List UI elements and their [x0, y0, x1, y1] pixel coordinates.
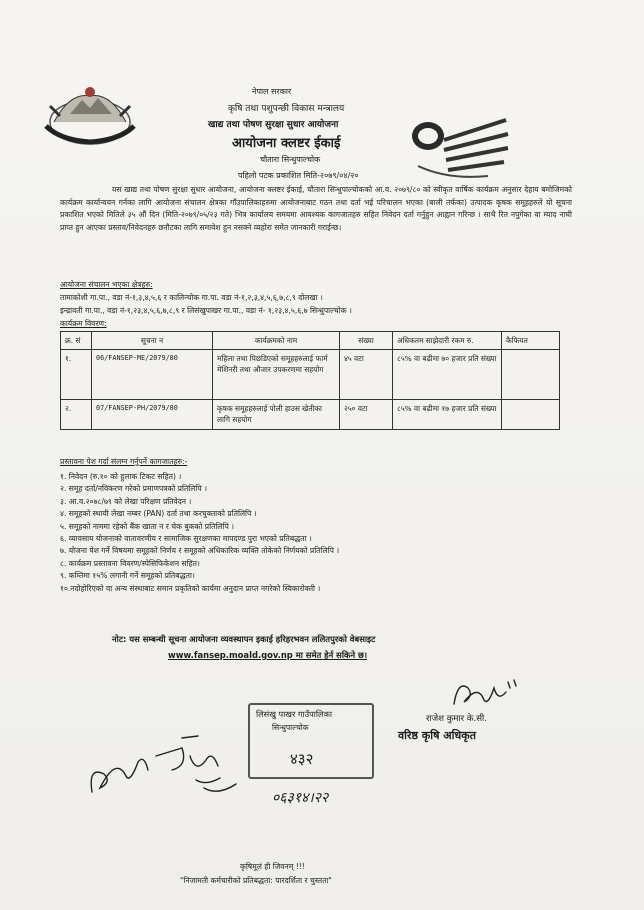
row-sn: २.: [61, 400, 92, 430]
list-item: ९. कम्तिमा १५% लगानी गर्ने समूहको प्रतिबद्धता।: [60, 571, 195, 581]
row-count: २५० वटा: [340, 400, 393, 430]
list-item: २. समूह दर्ता/नविकरण गरेको प्रमाणपत्रको प्रतिलिपि ।: [60, 484, 207, 494]
list-item: ७. योजना पेश गर्ने विषयमा समूहको निर्णय र समूहको अधिकारिक व्यक्ति तोकेको निर्णयको प्रतिलिपि ।: [60, 546, 340, 556]
project-seal-icon: [398, 110, 510, 190]
row-amount: ८५% वा बढीमा १७ हजार प्रति संख्या: [393, 400, 502, 430]
row-notice: 07/FANSEP-PH/2079/80: [92, 400, 213, 430]
stamp-line-2: सिन्धुपाल्चोक: [272, 723, 309, 732]
row-notice: 06/FANSEP-ME/2079/80: [92, 350, 213, 400]
unit-title: आयोजना क्लष्टर ईकाई: [232, 136, 341, 151]
signatory-title: वरिष्ठ कृषि अधिकृत: [398, 729, 476, 742]
project-label: खाद्य तथा पोषण सुरक्षा सुधार आयोजना: [208, 120, 339, 130]
docs-title: प्रस्तावना पेश गर्दा संलग्न गर्नुपर्ने कागजातहरु:-: [60, 457, 188, 466]
footer-motto: कृषिमूलं ही जिवनम् !!!: [240, 862, 305, 871]
docs-list: [60, 471, 339, 595]
list-item: १०.नदोहोरिएको वा अन्य संस्थाबाट समान प्रकृतिको कार्यमा अनुदान प्राप्त नगरेको स्विकारोक्ती ।: [60, 583, 321, 593]
table-header-row: [61, 332, 560, 350]
col-count: संख्या: [340, 332, 393, 350]
list-item: ८. कार्यक्रम प्रस्तावना विवरण/स्पेसिफिकेशन सहित।: [60, 558, 200, 568]
row-remark: [502, 400, 560, 430]
note-website-link[interactable]: www.fansep.moald.gov.np मा समेत हेर्न सकिने छ।: [168, 650, 368, 660]
stamp-number: ४३२: [290, 750, 314, 768]
signatory-name: राजेश कुमार के.सी.: [426, 714, 488, 724]
row-amount: ८५% वा बढीमा ७० हजार प्रति संख्या: [393, 350, 502, 400]
area-line-1: तामाकोशी गा.पा., वडा नं-१,३,४,५,६ र कालिन्चोक गा.पा. वडा नं-१,२,३,४,५,६,७,८,९ दोलखा ।: [60, 293, 323, 302]
officer-signature: [448, 674, 520, 714]
programs-title: कार्यक्रम विवरण:: [60, 319, 107, 328]
list-item: ५. समूहको नाममा रहेको बैंक खाता न र चेक बुकको प्रतिलिपि ।: [60, 521, 235, 531]
stamp-line-1: लिसंखु पाखर गाउँपालिका: [256, 709, 332, 719]
gov-label: नेपाल सरकार: [252, 87, 292, 96]
col-program: कार्यक्रमको नाम: [213, 332, 340, 350]
publish-date: पहिलो पटक प्रकाशित मिति-२०७९/०४/२०: [238, 171, 359, 180]
row-program: महिला तथा पिछडिएको समूहहरुलाई फार्म मेशिनरी तथा औजार उपकरणमा सहयोग: [213, 350, 340, 400]
col-remark: कैफियत: [502, 332, 560, 350]
list-item: ३. आ.व.२०७८/७९ को लेखा परिक्षण प्रतिवेदन ।: [60, 496, 192, 506]
receipt-stamp: [248, 703, 374, 779]
note-line-1: नोट: यस सम्बन्धी सूचना आयोजना व्यवस्थापन इकाई हरिहरभवन ललितपुरको वेबसाइट: [112, 634, 376, 644]
col-notice: सूचना न: [92, 332, 213, 350]
location-label: चौतारा सिन्धुपाल्चोक: [260, 155, 321, 164]
list-item: १. निवेदन (रु.१० को हुलाक टिकट सहित) ।: [60, 472, 182, 481]
received-signature: [86, 726, 244, 810]
col-sn: क्र. सं: [61, 332, 92, 350]
nepal-emblem-icon: [40, 82, 140, 148]
areas-title: आयोजना संचालन भएका क्षेत्रहरु:: [60, 280, 153, 289]
intro-paragraph: यस खाद्य तथा पोषण सुरक्षा सुधार आयोजना, आयोजना क्लष्टर ईकाई, चौतारा सिन्धुपाल्चोकको आ.व. २०७९/८० को स्वीकृत वार्षिक कार्यक्रम अनुसार देहाय बमोजिमको कार्यक्रम कार्यान्वयन गर्नका लागि आयोजना संचालन क्षेत्रका गाँउपालिकाहरुमा आयोजनाबाट गठन तथा दर्ता भई परिचालन भएका (बाली तर्फका) उत्पादक कृषक समूहहरुले यो सूचना प्रकाशित भएको मितिले ३५ औं दिन (मिति-२०७९/०५/२३ गते) भित्र कार्यालय समयमा आवश्यक कागजातहरु सहित निवेदन दर्ता गर्नुहुन आह्वान गरिन्छ । साथै रित नपुगेका वा म्याद नाघी प्राप्त हुन आएका प्रस्ताव/निवेदनहरु छनौटका लागि समावेश हुन नसक्ने व्यहोरा समेत जानकारी गराईन्छ।: [60, 185, 572, 232]
footer-pledge: "निजामती कर्मचारीको प्रतिबद्धता: पारदर्शिता र चुस्तता": [180, 876, 332, 885]
programs-table: [60, 331, 560, 430]
table-row: [61, 400, 560, 430]
row-remark: [502, 350, 560, 400]
table-row: [61, 350, 560, 400]
row-count: ४५ वटा: [340, 350, 393, 400]
area-line-2: इन्द्रावती गा.पा., वडा नं-१,२३,४,५,६,७,८,९ र लिसंखुपाखर गा.पा., वडा नं- १,२३,४,५,६,७ सिन्धुपाल्चोक ।: [60, 306, 352, 315]
row-sn: १.: [61, 350, 92, 400]
row-program: कृषक समूहहरुलाई पोली हाउस खेतीका लागि सहयोग: [213, 400, 340, 430]
list-item: ६. व्यावसाय योजनाको वातावरणीय र सामाजिक सुरक्षणका मापदण्ड पुरा भएको प्रतिबद्धता ।: [60, 534, 312, 544]
ministry-label: कृषि तथा पशुपन्छी विकास मन्त्रालय: [228, 104, 345, 114]
list-item: ४. समूहको स्थायी लेखा नम्बर (PAN) दर्ता तथा करचुक्ताको प्रतिलिपि ।: [60, 509, 257, 519]
stamp-date: ०६३१४।२२: [272, 790, 329, 806]
project-seal: [398, 110, 510, 190]
col-amount: अधिकतम साझेदारी रकम रु.: [393, 332, 502, 350]
